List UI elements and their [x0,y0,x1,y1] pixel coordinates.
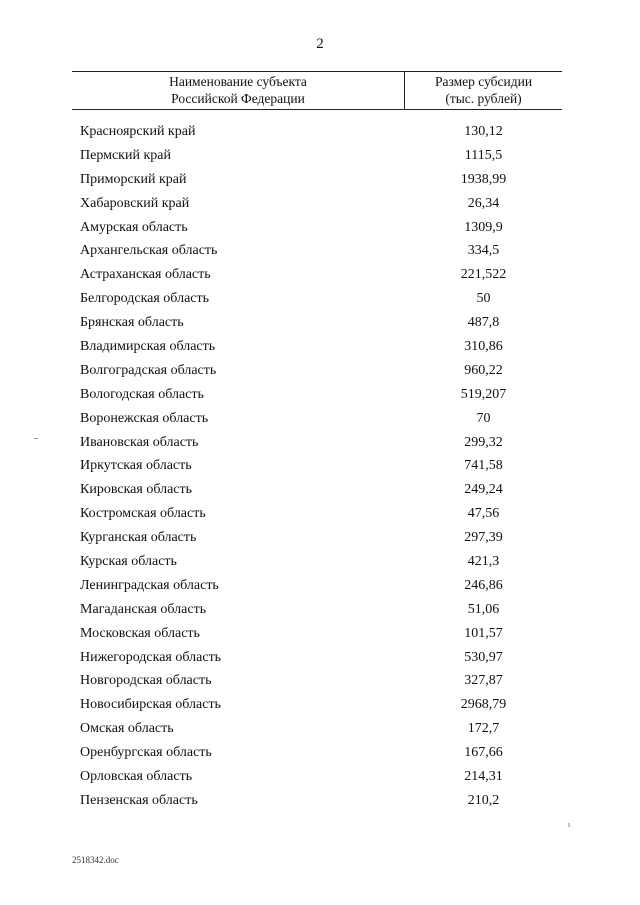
page-number: 2 [316,36,324,52]
subject-name: Архангельская область [80,243,218,259]
table-row [72,765,562,789]
table-row [72,478,562,502]
header-subject-line1: Наименование субъекта [169,74,307,89]
subject-name: Пермский край [80,147,171,163]
subject-name: Костромская область [80,506,206,522]
subsidy-amount: 50 [476,291,491,307]
subject-name: Хабаровский край [80,195,190,211]
table-row [72,407,562,431]
subsidy-amount: 210,2 [467,792,500,808]
table-row [72,669,562,693]
subsidy-amount: 51,06 [467,601,500,617]
subsidy-amount: 299,32 [464,434,503,450]
subject-name: Ивановская область [80,434,199,450]
table-row [72,311,562,335]
subsidy-amount: 26,34 [467,195,500,211]
subject-name: Владимирская область [80,339,216,355]
table-row [72,239,562,263]
subject-name: Красноярский край [80,124,196,139]
table-row [72,263,562,287]
header-amount-line2: (тыс. рублей) [445,91,522,106]
subject-name: Московская область [80,625,200,641]
subsidy-amount: 167,66 [464,745,503,761]
subsidy-amount: 47,56 [467,506,500,522]
table-row [72,383,562,407]
document-filename: 2518342.doc [72,855,119,865]
subsidy-table [72,71,562,808]
subsidy-amount: 221,522 [460,267,507,283]
subject-name: Иркутская область [80,458,192,474]
subsidy-amount: 70 [476,410,491,426]
table-row [72,216,562,240]
subject-name: Курганская область [80,530,197,546]
subsidy-amount: 101,57 [464,625,503,641]
subsidy-amount: 530,97 [464,649,503,665]
table-row [72,598,562,622]
subject-name: Орловская область [80,769,193,785]
table-row [72,502,562,526]
header-amount-line1: Размер субсидии [434,74,533,89]
subsidy-amount: 421,3 [467,554,500,570]
header-subsidy-amount [405,73,562,107]
subject-name: Курская область [80,554,177,570]
table-row [72,168,562,192]
subsidy-amount: 519,207 [460,386,507,402]
subsidy-amount: 246,86 [464,577,503,593]
table-row [72,574,562,598]
subject-name: Новосибирская область [80,697,221,713]
subject-name: Нижегородская область [80,649,222,665]
table-row [72,717,562,741]
subject-name: Брянская область [80,315,184,331]
table-row [72,454,562,478]
subsidy-amount: 741,58 [464,458,503,474]
subject-name: Новгородская область [80,673,212,689]
subsidy-amount: 1938,99 [460,171,507,187]
table-row [72,120,562,144]
subsidy-amount: 327,87 [464,673,503,689]
table-row [72,741,562,765]
table-header [72,71,562,110]
table-row [72,550,562,574]
table-row [72,789,562,813]
subsidy-amount: 487,8 [467,315,500,331]
subject-name: Вологодская область [80,386,204,402]
subject-name: Пензенская область [80,792,198,808]
subsidy-amount: 214,31 [464,769,503,785]
scan-mark [34,438,38,439]
table-row [72,359,562,383]
subject-name: Амурская область [80,219,188,235]
table-row [72,526,562,550]
subject-name: Омская область [80,721,174,737]
table-row [72,192,562,216]
subject-name: Белгородская область [80,291,210,307]
subject-name: Оренбургская область [80,745,212,761]
subsidy-amount: 334,5 [467,243,500,259]
subsidy-amount: 310,86 [464,339,503,355]
subsidy-amount: 172,7 [467,721,500,737]
subject-name: Воронежская область [80,410,209,426]
subject-name: Магаданская область [80,601,207,617]
table-row [72,693,562,717]
table-row [72,646,562,670]
subsidy-amount: 960,22 [464,362,503,378]
subject-name: Кировская область [80,482,193,498]
table-row [72,144,562,168]
subject-name: Приморский край [80,171,187,187]
scan-mark: ι [568,820,571,829]
subsidy-amount: 297,39 [464,530,503,546]
subject-name: Ленинградская область [80,577,219,593]
subsidy-amount: 2968,79 [460,697,507,713]
table-row [72,287,562,311]
header-subject-line2: Российской Федерации [171,91,305,106]
subject-name: Волгоградская область [80,362,217,378]
table-row [72,431,562,455]
subsidy-amount: 130,12 [464,124,503,139]
table-row [72,622,562,646]
table-row [72,335,562,359]
subsidy-amount: 1309,9 [464,219,503,235]
header-subject-name [72,73,404,107]
table-body [72,120,562,813]
subsidy-amount: 249,24 [464,482,503,498]
subject-name: Астраханская область [80,267,211,283]
subsidy-amount: 1115,5 [464,147,503,163]
